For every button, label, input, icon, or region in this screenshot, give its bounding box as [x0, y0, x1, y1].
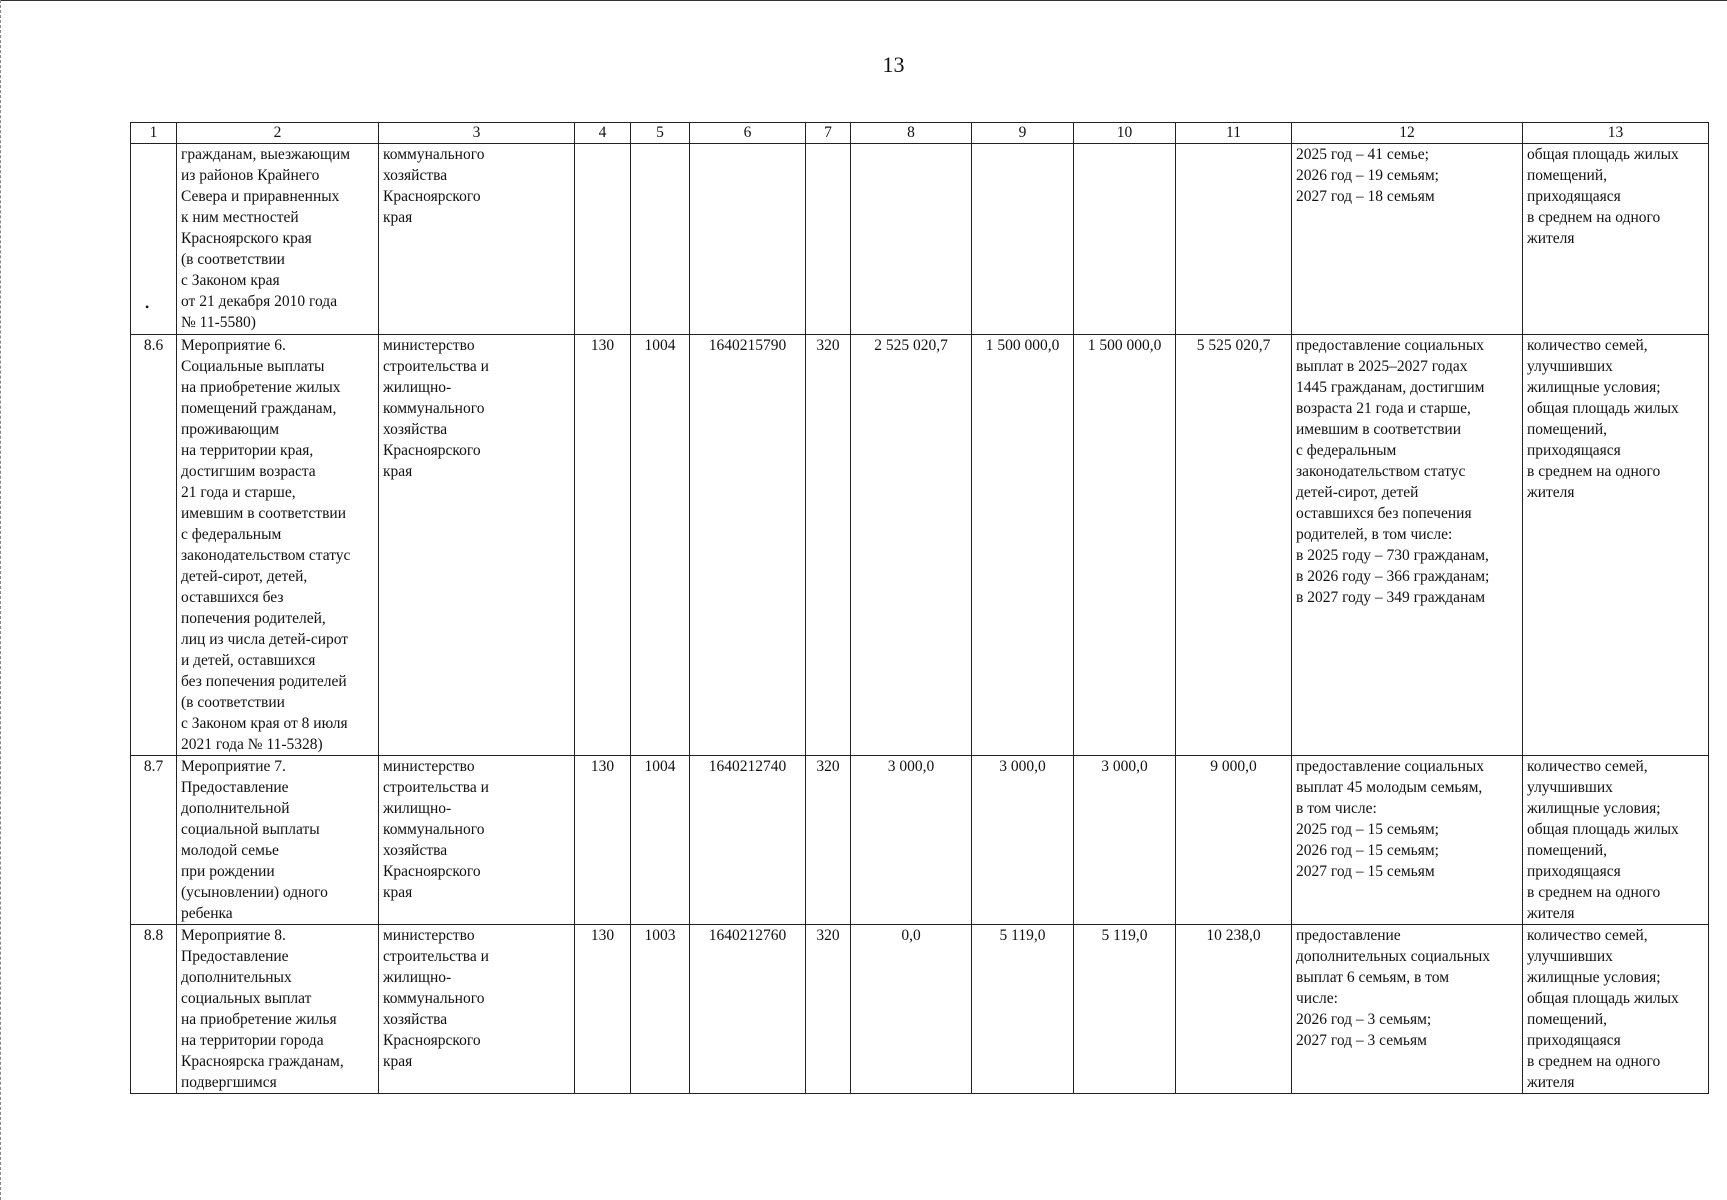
indicator: количество семей, улучшивших жилищные условия; общая площадь жилых помещений, приходящаяся в среднем на одного жителя	[1523, 925, 1709, 1094]
amount-2026: 1 500 000,0	[972, 335, 1074, 756]
grbs-code: 130	[575, 925, 631, 1094]
amount-2025	[851, 144, 972, 335]
col-header: 3	[379, 123, 575, 144]
vr-code	[806, 144, 851, 335]
page-left-edge	[0, 0, 2, 1200]
amount-2025: 0,0	[851, 925, 972, 1094]
col-header: 5	[631, 123, 690, 144]
table-row	[131, 335, 1709, 756]
event-name: Мероприятие 6. Социальные выплаты на приобретение жилых помещений гражданам, проживающим на территории края, достигшим возраста 21 года и старше, имевшим в соответствии с федеральным законодательством статус детей-сирот, детей, оставшихся без попечения родителей, лиц из числа детей-сирот и детей, оставшихся без попечения родителей (в соответствии с Законом края от 8 июля 2021 года № 11-5328)	[177, 335, 379, 756]
rzpr-code: 1004	[631, 756, 690, 925]
row-number: 8.7	[131, 756, 177, 925]
amount-2026	[972, 144, 1074, 335]
row-number	[131, 144, 177, 335]
col-header: 11	[1176, 123, 1292, 144]
row-number: 8.6	[131, 335, 177, 756]
col-header: 12	[1292, 123, 1523, 144]
expected-result: предоставление социальных выплат в 2025–2027 годах 1445 гражданам, достигшим возраста 21 года и старше, имевшим в соответствии с федеральным законодательством статус детей-сирот, детей оставшихся без попечения родителей, в том числе: в 2025 году – 730 гражданам, в 2026 году – 366 гражданам; в 2027 году – 349 гражданам	[1292, 335, 1523, 756]
executor: министерство строительства и жилищно- коммунального хозяйства Красноярского края	[379, 756, 575, 925]
event-name: Мероприятие 7. Предоставление дополнительной социальной выплаты молодой семье при рождении (усыновлении) одного ребенка	[177, 756, 379, 925]
executor: коммунального хозяйства Красноярского края	[379, 144, 575, 335]
amount-2027: 1 500 000,0	[1074, 335, 1176, 756]
csr-code	[690, 144, 806, 335]
rzpr-code	[631, 144, 690, 335]
page-number: 13	[882, 52, 905, 77]
grbs-code: 130	[575, 756, 631, 925]
table-row	[131, 925, 1709, 1094]
col-header: 6	[690, 123, 806, 144]
col-header: 8	[851, 123, 972, 144]
executor: министерство строительства и жилищно- коммунального хозяйства Красноярского края	[379, 925, 575, 1094]
scan-mark: •	[145, 300, 150, 314]
executor: министерство строительства и жилищно- коммунального хозяйства Красноярского края	[379, 335, 575, 756]
grbs-code: 130	[575, 335, 631, 756]
grbs-code	[575, 144, 631, 335]
header-row	[131, 123, 1709, 144]
rzpr-code: 1003	[631, 925, 690, 1094]
amount-2027: 3 000,0	[1074, 756, 1176, 925]
csr-code: 1640212760	[690, 925, 806, 1094]
amount-total: 10 238,0	[1176, 925, 1292, 1094]
csr-code: 1640212740	[690, 756, 806, 925]
table-row	[131, 144, 1709, 335]
amount-2026: 5 119,0	[972, 925, 1074, 1094]
col-header: 1	[131, 123, 177, 144]
amount-2025: 2 525 020,7	[851, 335, 972, 756]
row-number: 8.8	[131, 925, 177, 1094]
vr-code: 320	[806, 756, 851, 925]
amount-total	[1176, 144, 1292, 335]
event-name: гражданам, выезжающим из районов Крайнего Севера и приравненных к ним местностей Красноярского края (в соответствии с Законом края от 21 декабря 2010 года № 11-5580)	[177, 144, 379, 335]
amount-total: 5 525 020,7	[1176, 335, 1292, 756]
amount-2027	[1074, 144, 1176, 335]
col-header: 13	[1523, 123, 1709, 144]
col-header: 10	[1074, 123, 1176, 144]
vr-code: 320	[806, 335, 851, 756]
col-header: 7	[806, 123, 851, 144]
expected-result: 2025 год – 41 семье; 2026 год – 19 семьям; 2027 год – 18 семьям	[1292, 144, 1523, 335]
rzpr-code: 1004	[631, 335, 690, 756]
amount-2026: 3 000,0	[972, 756, 1074, 925]
vr-code: 320	[806, 925, 851, 1094]
csr-code: 1640215790	[690, 335, 806, 756]
indicator: общая площадь жилых помещений, приходящаяся в среднем на одного жителя	[1523, 144, 1709, 335]
amount-2025: 3 000,0	[851, 756, 972, 925]
amount-total: 9 000,0	[1176, 756, 1292, 925]
expected-result: предоставление социальных выплат 45 молодым семьям, в том числе: 2025 год – 15 семьям; 2026 год – 15 семьям; 2027 год – 15 семьям	[1292, 756, 1523, 925]
event-name: Мероприятие 8. Предоставление дополнительных социальных выплат на приобретение жилья на территории города Красноярска гражданам, подвергшимся	[177, 925, 379, 1094]
page-top-edge	[0, 0, 1727, 1]
col-header: 9	[972, 123, 1074, 144]
amount-2027: 5 119,0	[1074, 925, 1176, 1094]
indicator: количество семей, улучшивших жилищные условия; общая площадь жилых помещений, приходящаяся в среднем на одного жителя	[1523, 335, 1709, 756]
col-header: 2	[177, 123, 379, 144]
program-table	[130, 122, 1709, 1094]
table-row	[131, 756, 1709, 925]
expected-result: предоставление дополнительных социальных выплат 6 семьям, в том числе: 2026 год – 3 семьям; 2027 год – 3 семьям	[1292, 925, 1523, 1094]
indicator: количество семей, улучшивших жилищные условия; общая площадь жилых помещений, приходящаяся в среднем на одного жителя	[1523, 756, 1709, 925]
col-header: 4	[575, 123, 631, 144]
